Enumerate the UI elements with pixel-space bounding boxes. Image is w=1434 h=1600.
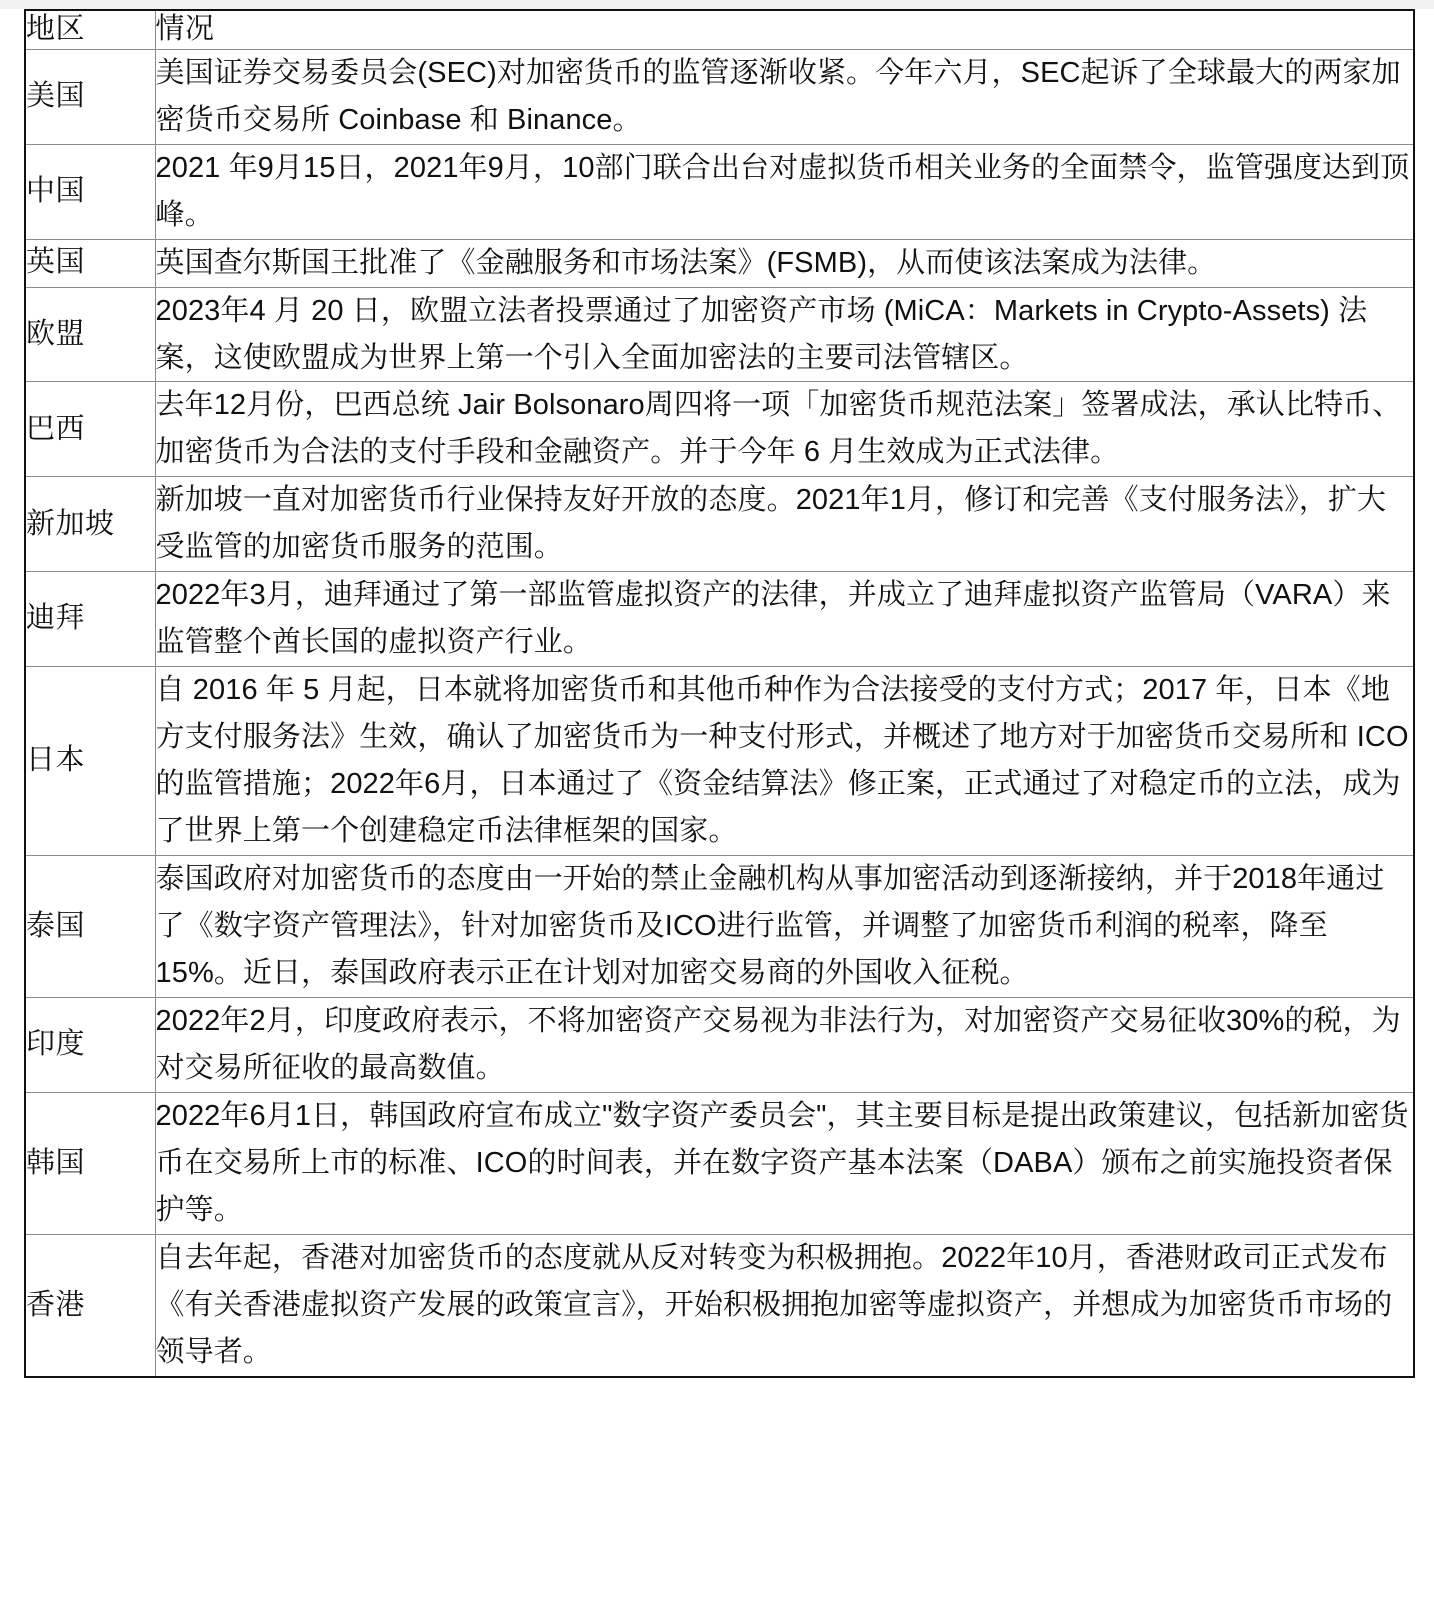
table-header-row [25, 10, 1414, 49]
table-row [25, 667, 1414, 856]
table-row [25, 856, 1414, 998]
column-header-region: 地区 [25, 10, 155, 49]
region-cell: 中国 [25, 144, 155, 239]
situation-cell: 2022年3月，迪拜通过了第一部监管虚拟资产的法律，并成立了迪拜虚拟资产监管局（VARA）来监管整个酋长国的虚拟资产行业。 [155, 572, 1414, 667]
region-cell: 巴西 [25, 382, 155, 477]
table-row [25, 477, 1414, 572]
column-header-situation: 情况 [155, 10, 1414, 49]
crypto-regulation-table [24, 9, 1415, 1378]
region-cell: 香港 [25, 1234, 155, 1376]
region-cell: 日本 [25, 667, 155, 856]
situation-cell: 2022年2月，印度政府表示，不将加密资产交易视为非法行为，对加密资产交易征收30%的税，为对交易所征收的最高数值。 [155, 998, 1414, 1093]
regulation-table-container [24, 9, 1413, 1378]
region-cell: 泰国 [25, 856, 155, 998]
region-cell: 欧盟 [25, 287, 155, 382]
table-header [25, 10, 1414, 49]
table-row [25, 382, 1414, 477]
situation-cell: 2023年4 月 20 日，欧盟立法者投票通过了加密资产市场 (MiCA：Markets in Crypto-Assets) 法案，这使欧盟成为世界上第一个引入全面加密法的主要司法管辖区。 [155, 287, 1414, 382]
situation-cell: 新加坡一直对加密货币行业保持友好开放的态度。2021年1月，修订和完善《支付服务法》，扩大受监管的加密货币服务的范围。 [155, 477, 1414, 572]
region-cell: 迪拜 [25, 572, 155, 667]
table-row [25, 239, 1414, 287]
table-row [25, 572, 1414, 667]
situation-cell: 英国查尔斯国王批准了《金融服务和市场法案》(FSMB)，从而使该法案成为法律。 [155, 239, 1414, 287]
situation-cell: 泰国政府对加密货币的态度由一开始的禁止金融机构从事加密活动到逐渐接纳，并于2018年通过了《数字资产管理法》，针对加密货币及ICO进行监管，并调整了加密货币利润的税率，降至15%。近日，泰国政府表示正在计划对加密交易商的外国收入征税。 [155, 856, 1414, 998]
situation-cell: 2021 年9月15日，2021年9月，10部门联合出台对虚拟货币相关业务的全面禁令，监管强度达到顶峰。 [155, 144, 1414, 239]
region-cell: 美国 [25, 49, 155, 144]
situation-cell: 2022年6月1日，韩国政府宣布成立"数字资产委员会"，其主要目标是提出政策建议，包括新加密货币在交易所上市的标准、ICO的时间表，并在数字资产基本法案（DABA）颁布之前实施投资者保护等。 [155, 1093, 1414, 1235]
situation-cell: 自 2016 年 5 月起，日本就将加密货币和其他币种作为合法接受的支付方式；2017 年，日本《地方支付服务法》生效，确认了加密货币为一种支付形式，并概述了地方对于加密货币交易所和 ICO 的监管措施；2022年6月，日本通过了《资金结算法》修正案，正式通过了对稳定币的立法，成为了世界上第一个创建稳定币法律框架的国家。 [155, 667, 1414, 856]
situation-cell: 美国证券交易委员会(SEC)对加密货币的监管逐渐收紧。今年六月，SEC起诉了全球最大的两家加密货币交易所 Coinbase 和 Binance。 [155, 49, 1414, 144]
situation-cell: 去年12月份，巴西总统 Jair Bolsonaro周四将一项「加密货币规范法案」签署成法，承认比特币、加密货币为合法的支付手段和金融资产。并于今年 6 月生效成为正式法律。 [155, 382, 1414, 477]
region-cell: 韩国 [25, 1093, 155, 1235]
table-row [25, 49, 1414, 144]
table-row [25, 287, 1414, 382]
table-row [25, 144, 1414, 239]
table-body [25, 49, 1414, 1377]
table-row [25, 1093, 1414, 1235]
table-row [25, 1234, 1414, 1376]
region-cell: 印度 [25, 998, 155, 1093]
situation-cell: 自去年起，香港对加密货币的态度就从反对转变为积极拥抱。2022年10月，香港财政司正式发布《有关香港虚拟资产发展的政策宣言》，开始积极拥抱加密等虚拟资产，并想成为加密货币市场的领导者。 [155, 1234, 1414, 1376]
region-cell: 新加坡 [25, 477, 155, 572]
region-cell: 英国 [25, 239, 155, 287]
page-top-strip [0, 0, 1434, 9]
table-row [25, 998, 1414, 1093]
